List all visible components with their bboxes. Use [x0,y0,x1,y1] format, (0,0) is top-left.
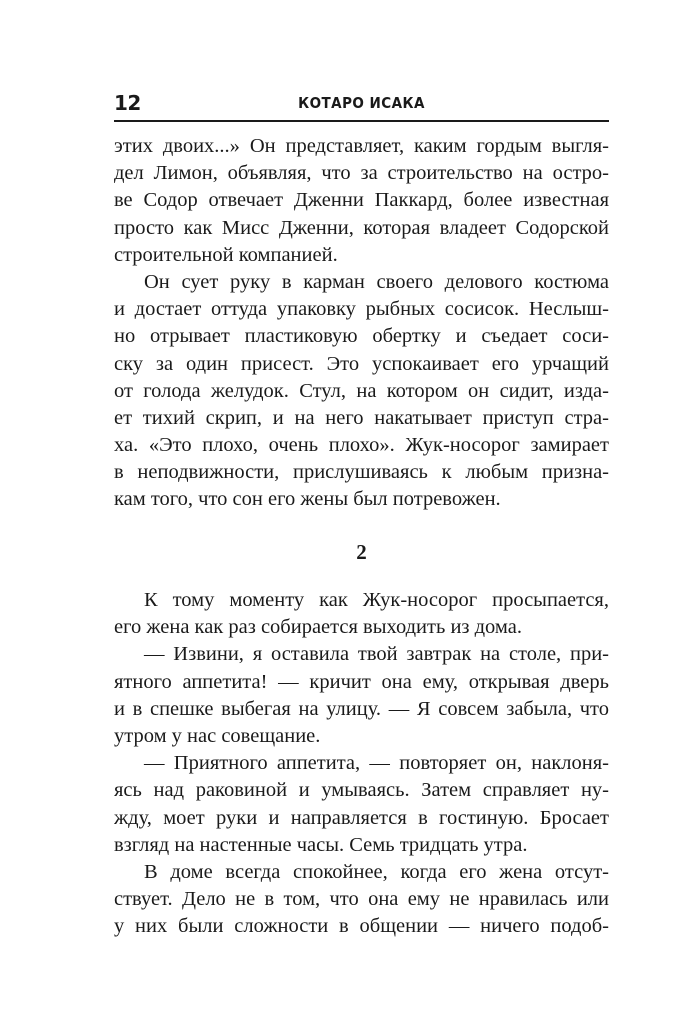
text-line: — Извини, я оставила твой завтрак на столе, при- [144,643,609,666]
text-line: его жена как раз собирается выходить из дома. [114,616,522,639]
text-line: ве Содор отвечает Дженни Паккард, более известная [114,189,609,212]
text-line: и достает оттуда упаковку рыбных сосисок. Неслыш- [114,298,609,321]
text-block-1 [114,133,609,514]
text-line: ет тихий скрип, и на него накатывает приступ стра- [114,406,609,429]
text-line: В доме всегда спокойнее, когда его жена отсут- [144,860,609,883]
text-line: К тому моменту как Жук-носорог просыпается, [144,589,609,611]
page-number: 12 [114,91,141,115]
text-line: у них были сложности в общении — ничего подоб- [114,915,609,938]
chapter-number: 2 [356,540,367,564]
text-line: ясь над раковиной и умываясь. Затем справляет ну- [114,779,609,802]
running-header [114,90,609,122]
text-line: в неподвижности, прислушиваясь к любым призна- [114,461,609,484]
text-line: — Приятного аппетита, — повторяет он, наклоня- [144,752,609,775]
text-line: этих двоих...» Он представляет, каким гордым выгля- [114,135,609,157]
text-line: ятного аппетита! — кричит она ему, открывая дверь [114,670,609,693]
text-line: ха. «Это плохо, очень плохо». Жук-носорог замирает [114,434,609,457]
text-line: ствует. Дело не в том, что она ему не нравилась или [114,888,609,911]
text-line: взгляд на настенные часы. Семь тридцать утра. [114,833,528,856]
text-line: строительной компанией. [114,243,338,266]
text-line: утром у нас совещание. [114,724,321,747]
text-line: жду, моет руки и направляется в гостиную. Бросает [114,806,609,829]
text-line: Он сует руку в карман своего делового костюма [144,270,609,293]
text-line: просто как Мисс Дженни, которая владеет Содорской [114,216,609,239]
text-block-2 [114,587,609,940]
text-line: кам того, что сон его жены был потревожен. [114,488,501,511]
text-line: ску за один присест. Это успокаивает его урчащий [114,352,609,375]
text-line: но отрывает пластиковую обертку и съедает соси- [114,325,609,348]
text-line: дел Лимон, объявляя, что за строительство на остро- [114,162,609,185]
text-line: от голода желудок. Стул, на котором он сидит, изда- [114,379,609,402]
running-title: КОТАРО ИСАКА [298,94,425,112]
text-line: и в спешке выбегая на улицу. — Я совсем забыла, что [114,697,609,720]
